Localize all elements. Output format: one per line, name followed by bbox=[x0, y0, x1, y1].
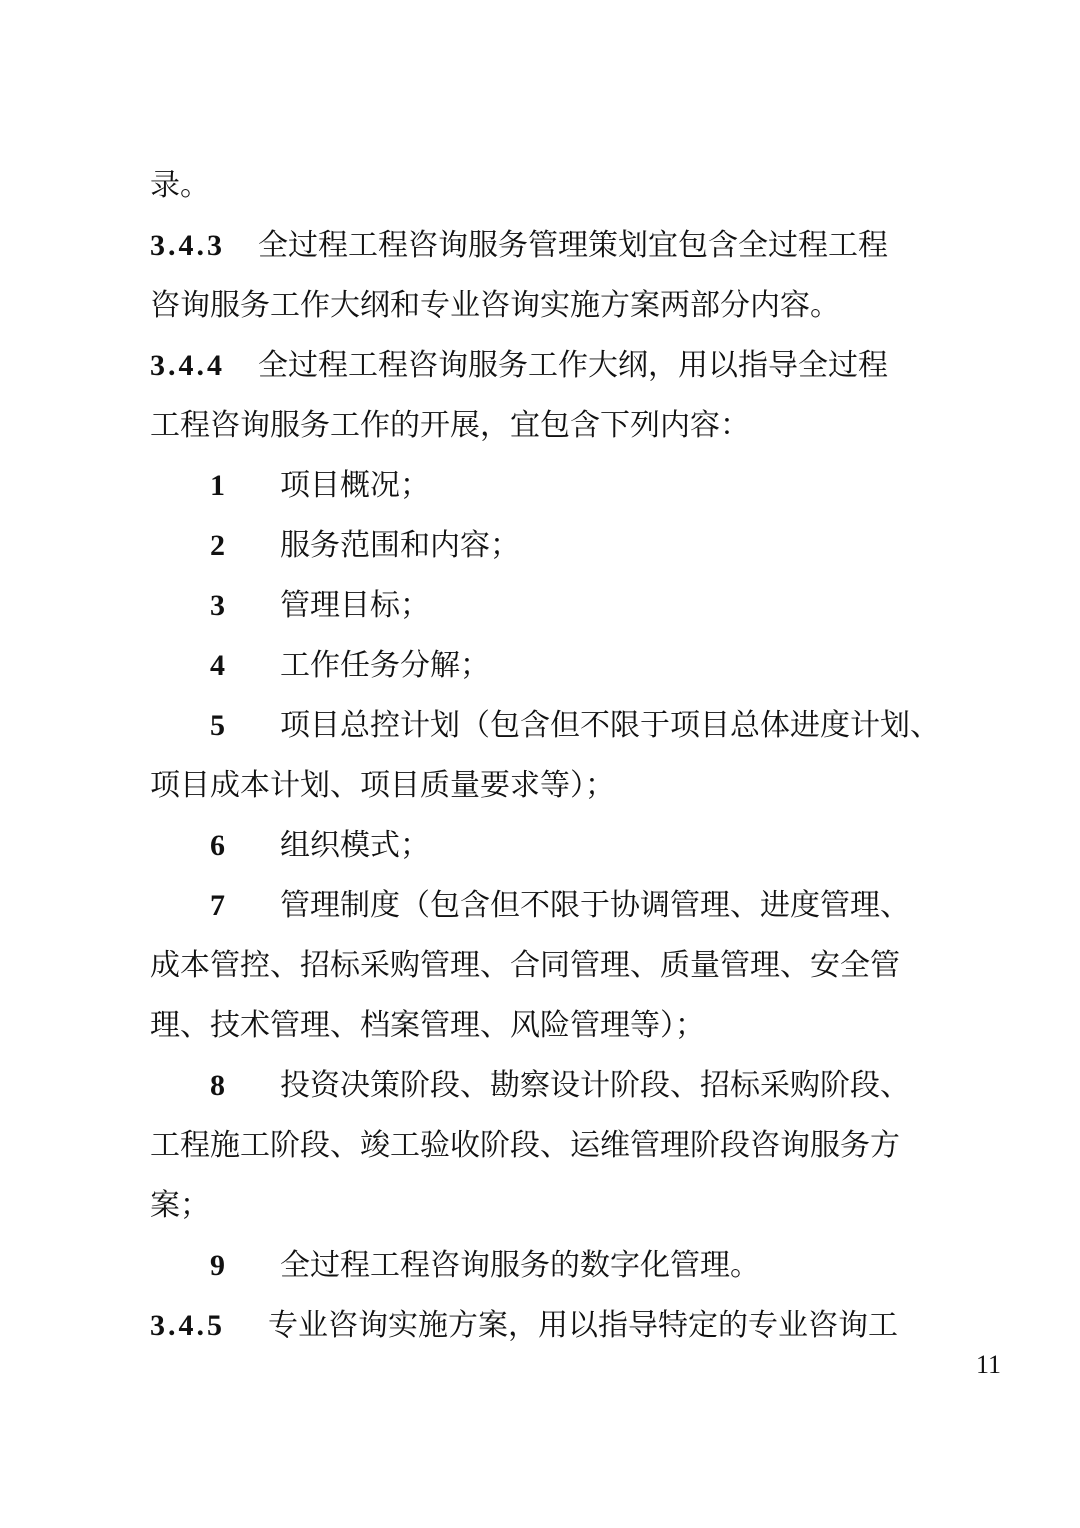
list-item-7 bbox=[210, 886, 1000, 926]
list-item-8-continuation: 案； bbox=[150, 1188, 210, 1223]
clause-number: 3.4.3 bbox=[150, 229, 225, 262]
list-item-5 bbox=[210, 706, 1000, 746]
item-text: 项目概况； bbox=[280, 468, 430, 503]
item-text: 组织模式； bbox=[280, 828, 430, 863]
item-text: 投资决策阶段、勘察设计阶段、招标采购阶段、 bbox=[280, 1068, 910, 1103]
item-text: 全过程工程咨询服务的数字化管理。 bbox=[280, 1248, 760, 1283]
item-number: 2 bbox=[210, 529, 225, 562]
item-number: 5 bbox=[210, 709, 225, 742]
item-text: 管理目标； bbox=[280, 588, 430, 623]
clause-3-4-4-continuation: 工程咨询服务工作的开展，宜包含下列内容： bbox=[150, 408, 750, 443]
list-item-8 bbox=[210, 1066, 1000, 1106]
page-number: 11 bbox=[976, 1350, 1002, 1379]
clause-text: 全过程工程咨询服务工作大纲，用以指导全过程 bbox=[258, 348, 888, 383]
item-number: 9 bbox=[210, 1249, 225, 1282]
item-text: 项目总控计划（包含但不限于项目总体进度计划、 bbox=[280, 708, 940, 743]
item-text: 服务范围和内容； bbox=[280, 528, 520, 563]
item-number: 1 bbox=[210, 469, 225, 502]
list-item-7-continuation: 理、技术管理、档案管理、风险管理等）； bbox=[150, 1008, 705, 1043]
list-item-6 bbox=[210, 826, 1000, 866]
item-number: 3 bbox=[210, 589, 225, 622]
list-item-8-continuation: 工程施工阶段、竣工验收阶段、运维管理阶段咨询服务方 bbox=[150, 1128, 900, 1163]
item-text: 管理制度（包含但不限于协调管理、进度管理、 bbox=[280, 888, 910, 923]
list-item-2 bbox=[210, 526, 1000, 566]
item-number: 8 bbox=[210, 1069, 225, 1102]
clause-3-4-5 bbox=[150, 1306, 940, 1346]
list-item-1 bbox=[210, 466, 1000, 506]
clause-number: 3.4.4 bbox=[150, 349, 225, 382]
list-item-7-continuation: 成本管控、招标采购管理、合同管理、质量管理、安全管 bbox=[150, 948, 900, 983]
list-item-3 bbox=[210, 586, 1000, 626]
clause-3-4-3-continuation: 咨询服务工作大纲和专业咨询实施方案两部分内容。 bbox=[150, 288, 840, 323]
list-item-5-continuation: 项目成本计划、项目质量要求等）； bbox=[150, 768, 615, 803]
clause-3-4-3 bbox=[150, 226, 940, 266]
item-number: 7 bbox=[210, 889, 225, 922]
item-number: 4 bbox=[210, 649, 225, 682]
item-text: 工作任务分解； bbox=[280, 648, 490, 683]
continuation-text: 录。 bbox=[150, 168, 210, 203]
list-item-4 bbox=[210, 646, 1000, 686]
item-number: 6 bbox=[210, 829, 225, 862]
clause-3-4-4 bbox=[150, 346, 940, 386]
clause-text: 全过程工程咨询服务管理策划宜包含全过程工程 bbox=[258, 228, 888, 263]
list-item-9 bbox=[210, 1246, 1000, 1286]
clause-text: 专业咨询实施方案，用以指导特定的专业咨询工 bbox=[268, 1308, 898, 1343]
clause-number: 3.4.5 bbox=[150, 1309, 225, 1342]
